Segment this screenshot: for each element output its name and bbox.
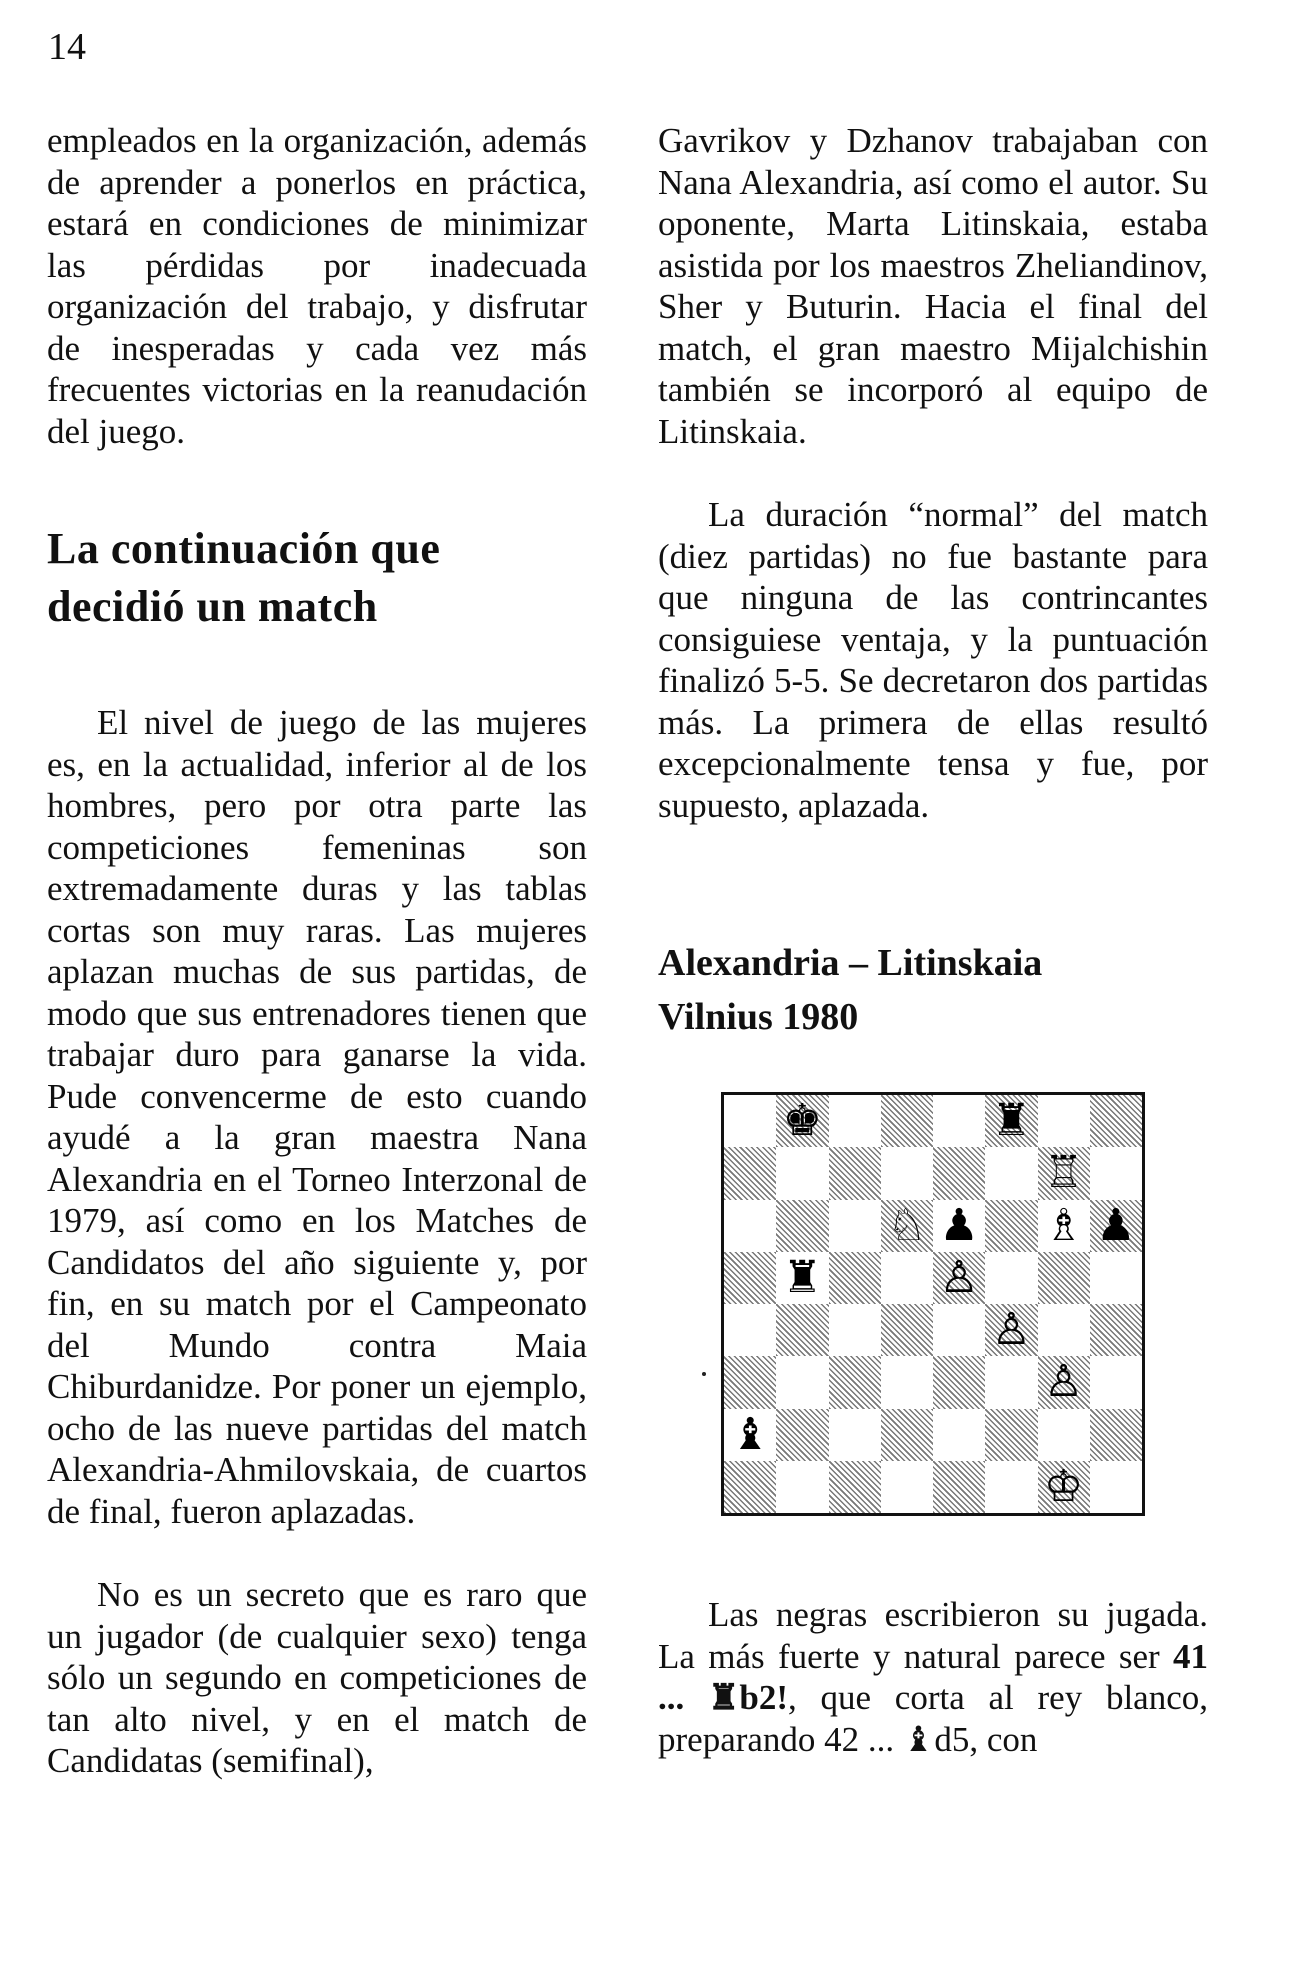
board-square-g5 [1038,1252,1090,1304]
left-column [47,120,587,1782]
right-paragraph-1: Gavrikov y Dzhanov trabajaban con Nana Alexandria, así como el autor. Su oponente, Marta Litinskaia, estaba asistida por los maestros Zheliandinov, Sher y Buturin. Hacia el final del match, el gran maestro Mijalchishin también se incorporó al equipo de Litinskaia. [658,121,1208,451]
board-square-h1 [1090,1461,1142,1513]
board-square-d5 [881,1252,933,1304]
board-square-g8 [1038,1095,1090,1147]
white-knight-icon: ♘ [887,1199,927,1251]
white-pawn-icon: ♙ [991,1304,1032,1355]
board-square-e7 [933,1147,985,1199]
board-square-e4 [933,1304,985,1356]
board-square-c1 [829,1461,881,1513]
board-square-h8 [1090,1095,1142,1147]
left-paragraph-1: empleados en la organización, además de aprender a ponerlos en práctica, estará en condiciones de minimizar las pérdidas por inadecuada organización del trabajo, y disfrutar de inesperadas y cada vez más frecuentes victorias en la reanudación del juego. [47,121,587,451]
board-square-d1 [881,1461,933,1513]
board-square-h4 [1090,1304,1142,1356]
board-square-b1 [776,1461,828,1513]
white-rook-icon: ♖ [1043,1147,1084,1199]
right-column [658,120,1208,1761]
board-square-f1 [985,1461,1037,1513]
left-paragraph-3: No es un secreto que es raro que un jugador (de cualquier sexo) tenga sólo un segundo en competiciones de tan alto nivel, y en el match de Candidatas (semifinal), [47,1575,587,1780]
section-title-line-1: La continuación que [47,524,441,573]
page-number: 14 [48,26,86,68]
board-square-e8 [933,1095,985,1147]
white-pawn-icon: ♙ [939,1251,979,1303]
black-pawn-icon: ♟ [1096,1199,1136,1251]
board-square-a7 [724,1147,776,1199]
board-square-f3 [985,1356,1037,1408]
black-rook-icon: ♜ [991,1095,1032,1146]
board-square-c4 [829,1304,881,1356]
board-square-a5 [724,1252,776,1304]
board-square-e2 [933,1409,985,1461]
board-square-f7 [985,1147,1037,1199]
left-paragraph-2: El nivel de juego de las mujeres es, en la actualidad, inferior al de los hombres, pero por otra parte las competiciones femeninas son extremadamente duras y las tablas cortas son muy raras. Las mujeres aplazan muchas de sus partidas, de modo que sus entrenadores tienen que trabajar duro para ganarse la vida. Pude convencerme de esto cuando ayudé a la gran maestra Nana Alexandria en el Torneo Interzonal de 1979, así como en los Matches de Candidatos del año siguiente y, por fin, en su match por el Campeonato del Mundo contra Maia Chiburdanidze. Por poner un ejemplo, ocho de las nueve partidas del match Alexandria-Ahmilovskaia, de cuartos de final, fueron aplazadas. [47,703,587,1531]
board-square-g2 [1038,1409,1090,1461]
board-square-h5 [1090,1252,1142,1304]
board-square-f5 [985,1252,1037,1304]
board-square-d8 [881,1095,933,1147]
move-notation: 41 ... ♜b2! [658,1636,1209,1717]
board-square-b4 [776,1304,828,1356]
black-king-icon: ♚ [782,1095,823,1146]
text-segment: , que corta al rey blanco, preparando 42 ... [658,1678,1209,1759]
board-square-h2 [1090,1409,1142,1461]
board-square-h7 [1090,1147,1142,1199]
board-square-c3 [829,1356,881,1408]
board-square-d4 [881,1304,933,1356]
board-square-d7 [881,1147,933,1199]
board-square-g4 [1038,1304,1090,1356]
board-square-b7 [776,1147,828,1199]
board-square-e3 [933,1356,985,1408]
bishop-icon: ♝ [902,1719,935,1760]
board-square-f6 [985,1200,1037,1252]
text-segment: Las negras escribieron su jugada. La más fuerte y natural parece ser [658,1595,1208,1676]
right-paragraph-2: La duración “normal” del match (diez partidas) no fue bastante para que ninguna de las contrincantes consiguiese ventaja, y la puntuación finalizó 5-5. Se decretaron dos partidas más. La primera de ellas resultó excepcionalmente tensa y fue, por supuesto, aplazada. [658,495,1208,825]
board-square-b3 [776,1356,828,1408]
board-square-b6 [776,1200,828,1252]
board-square-a3 [724,1356,776,1408]
board-square-f2 [985,1409,1037,1461]
board-square-c8 [829,1095,881,1147]
board-square-d3 [881,1356,933,1408]
board-square-c2 [829,1409,881,1461]
board-square-h3 [1090,1356,1142,1408]
move-square: d5 [934,1719,970,1759]
game-players: Alexandria – Litinskaia [658,942,1043,984]
board-square-b2 [776,1409,828,1461]
game-place: Vilnius 1980 [658,996,859,1038]
board-square-c7 [829,1147,881,1199]
chess-diagram [721,1092,1145,1516]
white-bishop-icon: ♗ [1043,1199,1084,1251]
game-heading [658,936,1208,1044]
white-pawn-icon: ♙ [1043,1356,1084,1408]
section-title [47,520,587,636]
board-square-d2 [881,1409,933,1461]
board-square-a4 [724,1304,776,1356]
board-square-e1 [933,1461,985,1513]
board-square-a8 [724,1095,776,1147]
board-square-a1 [724,1461,776,1513]
white-king-icon: ♔ [1043,1460,1084,1512]
board-square-a6 [724,1200,776,1252]
black-pawn-icon: ♟ [939,1199,979,1251]
board-square-c5 [829,1252,881,1304]
section-title-line-2: decidió un match [47,582,378,631]
text-segment: , con [969,1719,1038,1759]
black-rook-icon: ♜ [782,1251,823,1303]
right-paragraph-3 [658,1594,1208,1761]
board-square-c6 [829,1200,881,1252]
black-bishop-icon: ♝ [730,1408,770,1460]
stray-dot [702,1372,706,1376]
